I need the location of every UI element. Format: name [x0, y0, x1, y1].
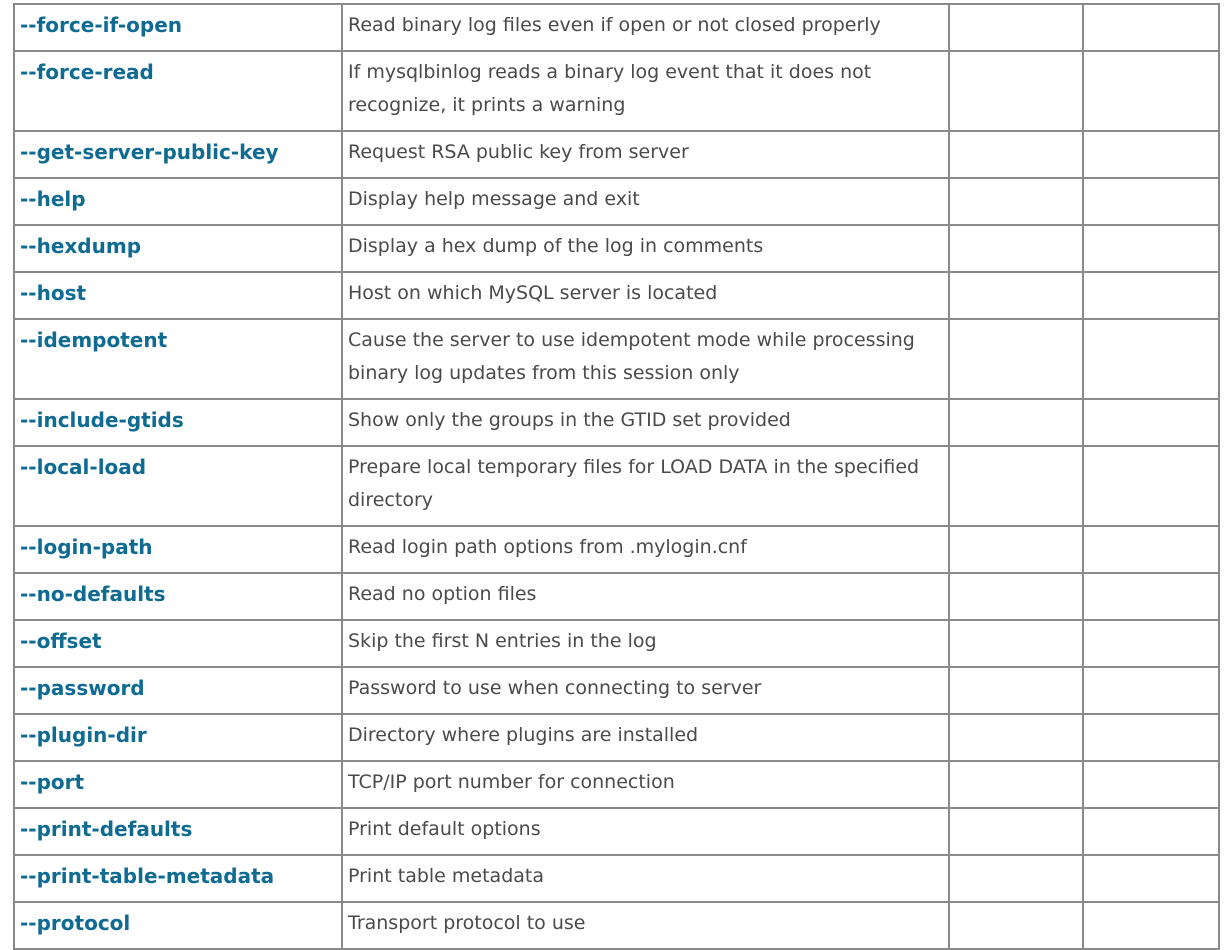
option-description: Cause the server to use idempotent mode while processing binary log updates from this session only: [348, 329, 915, 384]
empty-cell: [949, 667, 1083, 714]
empty-cell: [949, 573, 1083, 620]
option-name[interactable]: --idempotent: [20, 328, 168, 352]
option-description-cell: [342, 272, 949, 319]
empty-cell: [949, 620, 1083, 667]
option-name[interactable]: --no-defaults: [20, 582, 166, 606]
empty-cell: [1083, 902, 1219, 949]
option-description-cell: [342, 667, 949, 714]
option-name-cell: [14, 399, 342, 446]
option-name[interactable]: --include-gtids: [20, 408, 184, 432]
table-row: [14, 131, 1219, 178]
options-table: [13, 3, 1220, 950]
option-name-cell: [14, 855, 342, 902]
option-description-cell: [342, 225, 949, 272]
option-name-cell: [14, 225, 342, 272]
option-description-cell: [342, 620, 949, 667]
empty-cell: [949, 761, 1083, 808]
option-name[interactable]: --local-load: [20, 455, 147, 479]
option-name-cell: [14, 808, 342, 855]
option-description-cell: [342, 446, 949, 526]
table-row: [14, 808, 1219, 855]
table-row: [14, 225, 1219, 272]
empty-cell: [1083, 51, 1219, 131]
option-description-cell: [342, 399, 949, 446]
option-description: Directory where plugins are installed: [348, 724, 699, 746]
empty-cell: [1083, 573, 1219, 620]
table-row: [14, 51, 1219, 131]
option-description: Display a hex dump of the log in comments: [348, 235, 764, 257]
empty-cell: [1083, 225, 1219, 272]
option-name[interactable]: --protocol: [20, 911, 131, 935]
table-row: [14, 667, 1219, 714]
empty-cell: [949, 4, 1083, 51]
option-name-cell: [14, 620, 342, 667]
option-description-cell: [342, 131, 949, 178]
option-description-cell: [342, 902, 949, 949]
empty-cell: [1083, 399, 1219, 446]
option-description: If mysqlbinlog reads a binary log event that it does not recognize, it prints a warning: [348, 61, 872, 116]
empty-cell: [949, 446, 1083, 526]
option-description-cell: [342, 178, 949, 225]
option-description: Read login path options from .mylogin.cnf: [348, 536, 747, 558]
option-name-cell: [14, 446, 342, 526]
empty-cell: [949, 131, 1083, 178]
option-description: Display help message and exit: [348, 188, 640, 210]
option-name-cell: [14, 667, 342, 714]
option-description: Read no option files: [348, 583, 537, 605]
empty-cell: [1083, 446, 1219, 526]
option-description: Skip the first N entries in the log: [348, 630, 657, 652]
option-description-cell: [342, 855, 949, 902]
empty-cell: [1083, 4, 1219, 51]
table-row: [14, 4, 1219, 51]
empty-cell: [1083, 667, 1219, 714]
empty-cell: [1083, 855, 1219, 902]
empty-cell: [1083, 761, 1219, 808]
empty-cell: [1083, 272, 1219, 319]
empty-cell: [949, 51, 1083, 131]
empty-cell: [1083, 714, 1219, 761]
option-name[interactable]: --login-path: [20, 535, 153, 559]
option-description: Print table metadata: [348, 865, 544, 887]
empty-cell: [1083, 808, 1219, 855]
option-description-cell: [342, 714, 949, 761]
option-description: Host on which MySQL server is located: [348, 282, 718, 304]
option-description: TCP/IP port number for connection: [348, 771, 675, 793]
option-description: Read binary log files even if open or not closed properly: [348, 14, 881, 36]
option-description: Print default options: [348, 818, 541, 840]
table-row: [14, 399, 1219, 446]
option-name[interactable]: --host: [20, 281, 87, 305]
table-row: [14, 573, 1219, 620]
table-row: [14, 526, 1219, 573]
option-name[interactable]: --offset: [20, 629, 102, 653]
option-name[interactable]: --hexdump: [20, 234, 142, 258]
option-name-cell: [14, 761, 342, 808]
option-description: Prepare local temporary files for LOAD DATA in the specified directory: [348, 456, 920, 511]
options-table-container: [13, 3, 1218, 950]
option-description: Request RSA public key from server: [348, 141, 689, 163]
option-name-cell: [14, 902, 342, 949]
empty-cell: [1083, 319, 1219, 399]
empty-cell: [949, 319, 1083, 399]
empty-cell: [949, 526, 1083, 573]
table-row: [14, 902, 1219, 949]
option-name-cell: [14, 573, 342, 620]
option-name-cell: [14, 4, 342, 51]
empty-cell: [949, 808, 1083, 855]
empty-cell: [949, 399, 1083, 446]
option-name-cell: [14, 319, 342, 399]
option-description-cell: [342, 808, 949, 855]
empty-cell: [949, 902, 1083, 949]
option-name[interactable]: --plugin-dir: [20, 723, 147, 747]
empty-cell: [1083, 620, 1219, 667]
empty-cell: [949, 714, 1083, 761]
option-name-cell: [14, 272, 342, 319]
option-description-cell: [342, 319, 949, 399]
empty-cell: [949, 272, 1083, 319]
empty-cell: [1083, 178, 1219, 225]
empty-cell: [1083, 526, 1219, 573]
option-description: Show only the groups in the GTID set provided: [348, 409, 791, 431]
option-name[interactable]: --password: [20, 676, 145, 700]
table-row: [14, 446, 1219, 526]
option-name-cell: [14, 51, 342, 131]
table-row: [14, 319, 1219, 399]
option-description-cell: [342, 761, 949, 808]
option-description: Transport protocol to use: [348, 912, 586, 934]
option-name[interactable]: --print-table-metadata: [20, 864, 275, 888]
empty-cell: [949, 178, 1083, 225]
table-row: [14, 620, 1219, 667]
option-name-cell: [14, 714, 342, 761]
option-description-cell: [342, 4, 949, 51]
empty-cell: [949, 855, 1083, 902]
table-row: [14, 178, 1219, 225]
option-name[interactable]: --get-server-public-key: [20, 140, 279, 164]
table-row: [14, 855, 1219, 902]
option-name-cell: [14, 178, 342, 225]
option-description-cell: [342, 573, 949, 620]
option-name[interactable]: --port: [20, 770, 85, 794]
empty-cell: [1083, 131, 1219, 178]
table-row: [14, 272, 1219, 319]
option-description-cell: [342, 51, 949, 131]
table-row: [14, 714, 1219, 761]
option-description-cell: [342, 526, 949, 573]
option-description: Password to use when connecting to server: [348, 677, 762, 699]
option-name-cell: [14, 526, 342, 573]
option-name[interactable]: --force-read: [20, 60, 154, 84]
option-name[interactable]: --print-defaults: [20, 817, 193, 841]
table-row: [14, 761, 1219, 808]
empty-cell: [949, 225, 1083, 272]
option-name[interactable]: --force-if-open: [20, 13, 182, 37]
option-name-cell: [14, 131, 342, 178]
option-name[interactable]: --help: [20, 187, 86, 211]
